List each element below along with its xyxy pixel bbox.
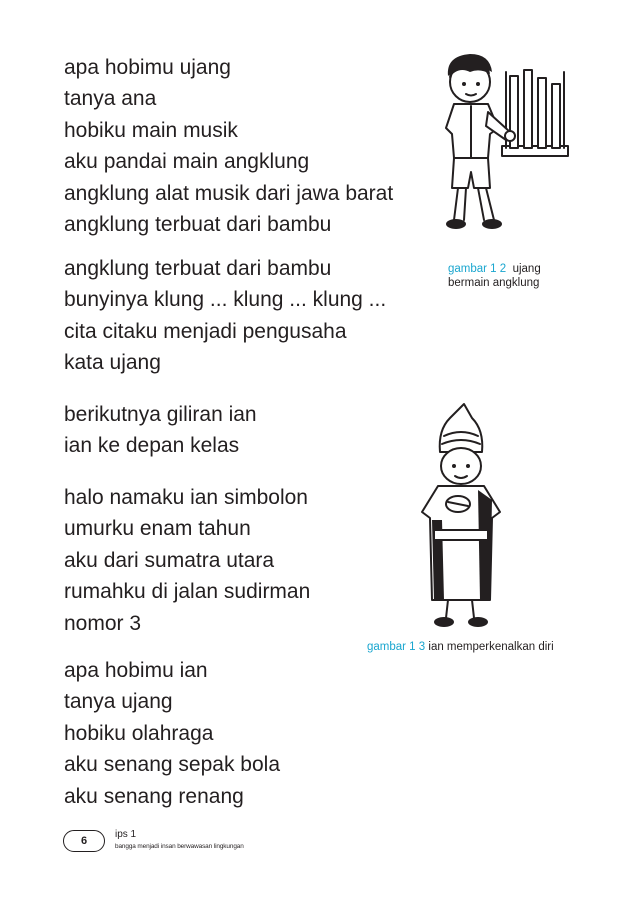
poem-line: berikutnya giliran ian [64,403,257,426]
poem-line: aku senang renang [64,784,244,808]
poem-line: nomor 3 [64,611,142,635]
poem-line: aku senang sepak bola [64,753,280,777]
stanza-3 [64,399,257,462]
figure-label: gambar 1 2 [448,263,507,275]
poem-line: angklung terbuat dari bambu [64,257,332,280]
poem-line: aku pandai main angklung [64,150,310,174]
figure-label: gambar 1 3 [367,641,426,653]
stanza-2 [64,253,386,379]
ujang-angklung-illustration [432,48,574,248]
book-title: ips 1 [115,829,137,840]
page-number-badge: 6 [63,830,105,852]
poem-line: angklung terbuat dari bambu [64,213,332,237]
figure-1-2-caption [448,262,541,290]
poem-line: umurku enam tahun [64,517,251,541]
poem-line: hobiku olahraga [64,721,214,745]
caption-text: ian memperkenalkan diri [428,641,554,653]
poem-line: aku dari sumatra utara [64,548,275,572]
shorts [452,158,490,188]
poem-line: kata ujang [64,351,161,375]
poem-line: hobiku main musik [64,118,238,142]
poem-line: apa hobimu ujang [64,56,231,79]
caption-text: ujang [512,263,541,275]
book-subtitle: bangga menjadi insan berwawasan lingkungan [115,843,244,850]
poem-line: rumahku di jalan sudirman [64,580,311,604]
poem-line: cita citaku menjadi pengusaha [64,319,347,343]
stanza-4 [64,482,310,639]
poem-line: ian ke depan kelas [64,434,240,458]
poem-line: bunyinya klung ... klung ... klung ... [64,288,387,312]
figure-1-3-caption [367,640,554,654]
poem-line: tanya ana [64,87,157,111]
headdress [440,404,483,452]
ian-batak-illustration [418,400,538,634]
stanza-5 [64,655,280,812]
poem-line: halo namaku ian simbolon [64,486,308,509]
caption-text: bermain angklung [448,277,540,289]
poem-line: apa hobimu ian [64,659,208,682]
poem-line: angklung alat musik dari jawa barat [64,181,394,205]
poem-line: tanya ujang [64,690,173,714]
stanza-1 [64,52,393,240]
